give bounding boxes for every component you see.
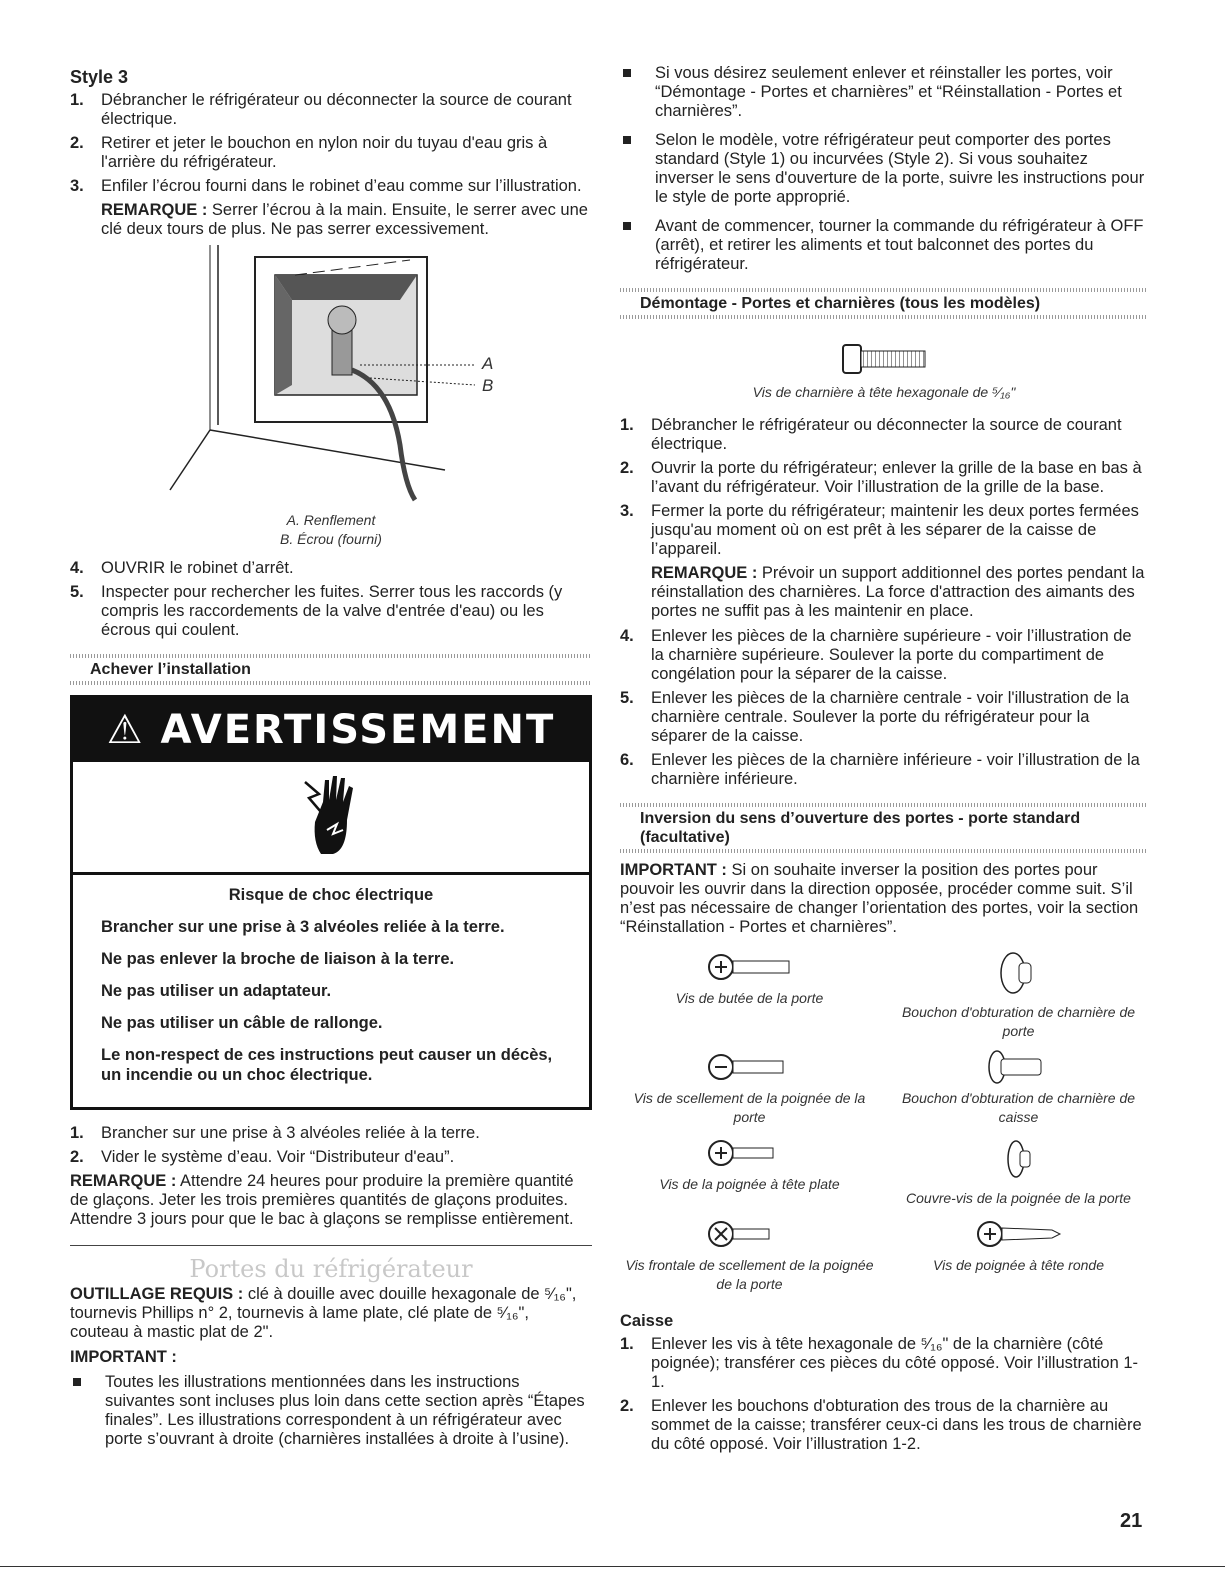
important-paragraph: IMPORTANT : Si on souhaite inverser la position des portes pour pouvoir les ouvrir dans la direction opposée, procéder comme suit. S’il n’est pas nécessaire de changer l’orientation des portes, voir la section “Réinstallation - Portes et charnières”. [620,861,1139,936]
shock-hazard-icon [73,762,589,875]
list-item: 2. Enlever les bouchons d'obturation des trous de la charnière au sommet de la caisse; transférer ceux-ci dans les trous de charnière du côté opposé. Voir l’illustration 1-2. [620,1397,1142,1453]
style3-steps [70,91,592,196]
part-item: Vis de butée de la porte [620,949,879,1041]
list-item: 1. Débrancher le réfrigérateur ou déconnecter la source de courant électrique. [620,416,1122,453]
part-item: Bouchon d'obturation de charnière de caisse [889,1049,1148,1127]
left-column [70,64,592,1459]
screw-flat-icon [705,1135,795,1171]
list-item: 2. Retirer et jeter le bouchon en nylon noir du tuyau d'eau gris à l'arrière du réfrigérateur. [70,134,548,171]
remarque-paragraph: REMARQUE : Attendre 24 heures pour produire la première quantité de glaçons. Jeter les trois premières quantités de glaçons produites. Attendre 3 jours pour que le bac à glaçons se remplisse entièrement. [70,1172,574,1228]
important-bullets [70,1373,592,1449]
warning-triangle-icon: ⚠ [106,707,145,753]
part-item: Bouchon d'obturation de charnière de porte [889,949,1148,1041]
list-item: 4. OUVRIR le robinet d’arrêt. [70,559,294,577]
outillage-paragraph: OUTILLAGE REQUIS : clé à douille avec douille hexagonale de ⁵⁄₁₆", tournevis Phillips n° 2, tournevis à lame plate, clé plate de ⁵⁄₁₆", couteau à mastic plat de 2". [70,1285,577,1341]
section-title-portes: Portes du réfrigérateur [70,1245,592,1279]
list-item: 3. Fermer la porte du réfrigérateur; maintenir les deux portes fermées jusqu'au moment où on est prêt à les séparer de la caisse de l’appareil. [620,502,1139,558]
list-item: 3. Enfiler l’écrou fourni dans le robinet d’eau comme sur l’illustration. [70,177,582,195]
screw-cover-icon [994,1135,1044,1185]
subhead-inversion: Inversion du sens d’ouverture des portes - porte standard (facultative) [620,803,1148,853]
label-b: B [482,376,494,395]
screw-phillips-icon [705,949,795,985]
figure-caption: A. Renflement B. Écrou (fourni) [280,512,382,547]
right-column [620,64,1148,1459]
label-a: A [482,354,494,373]
list-item: 4. Enlever les pièces de la charnière supérieure - voir l’illustration de la charnière supérieure. Soulever la porte du compartiment de congélation pour la séparer de la caisse. [620,627,1132,683]
part-item: Vis frontale de scellement de la poignée de la porte [620,1216,879,1294]
list-item: Si vous désirez seulement enlever et réinstaller les portes, voir “Démontage - Portes et charnières” et “Réinstallation - Portes et charnières”. [620,64,1148,121]
warning-box [70,695,592,1110]
remarque-support: REMARQUE : Prévoir un support additionnel des portes pendant la réinstallation des charnières. La force d'attraction des aimants des portes ne suffit pas à les maintenir en place. [651,564,1145,620]
page-number: 21 [1120,1510,1143,1532]
list-item: 5. Enlever les pièces de la charnière centrale - voir l'illustration de la charnière centrale. Soulever la porte du réfrigérateur pour la séparer de la caisse. [620,689,1130,745]
part-item: Couvre-vis de la poignée de la porte [889,1135,1148,1208]
list-item: 1. Débrancher le réfrigérateur ou déconnecter la source de courant électrique. [70,91,572,128]
plug-icon [989,949,1049,999]
steps-4-5 [70,559,592,640]
part-item: Vis de poignée à tête ronde [889,1216,1148,1294]
warning-header: ⚠ AVERTISSEMENT [73,698,589,762]
list-item: 2. Ouvrir la porte du réfrigérateur; enlever la grille de la base en bas à l’avant du réfrigérateur. Voir l’illustration de la grille de la base. [620,459,1142,496]
right-bullets [620,64,1148,274]
list-item: 1. Brancher sur une prise à 3 alvéoles reliée à la terre. [70,1124,480,1142]
water-valve-illustration [70,245,592,507]
list-item: Selon le modèle, votre réfrigérateur peut comporter des portes standard (Style 1) ou incurvées (Style 2). Si vous souhaitez inverser le sens d'ouverture de la porte, suivre les instructions pour le style de porte approprié. [620,131,1148,207]
part-item: Vis de la poignée à tête plate [620,1135,879,1208]
list-item: 6. Enlever les pièces de la charnière inférieure - voir l’illustration de la charnière inférieure. [620,751,1140,788]
list-item: 1. Enlever les vis à tête hexagonale de ⁵⁄₁₆" de la charnière (côté poignée); transférer ces pièces du côté opposé. Voir l’illustration 1-1. [620,1335,1139,1391]
important-label: IMPORTANT : [70,1348,177,1366]
subhead-demontage: Démontage - Portes et charnières (tous les modèles) [620,288,1148,319]
caisse-heading: Caisse [620,1312,674,1330]
hex-screw-figure: Vis de charnière à tête hexagonale de ⁵⁄₁₆" [620,339,1148,402]
list-item: Avant de commencer, tourner la commande du réfrigérateur à OFF (arrêt), et retirer les aliments et tout balconnet des portes du réfrigérateur. [620,217,1148,274]
part-item: Vis de scellement de la poignée de la porte [620,1049,879,1127]
screw-round-icon [974,1216,1064,1252]
hex-screw-icon [839,339,929,379]
screw-front-icon [705,1216,795,1252]
final-steps [70,1124,592,1167]
list-item: Toutes les illustrations mentionnées dans les instructions suivantes sont incluses plus loin dans cette section après “Étapes finales”. Les illustrations correspondent à un réfrigérateur avec porte s’ouvrant à droite (charnières installées à droite à l’usine). [70,1373,592,1449]
warning-body: Risque de choc électrique Brancher sur une prise à 3 alvéoles reliée à la terre. Ne pas enlever la broche de liaison à la terre. Ne pas utiliser un adaptateur. Ne pas utiliser un câble de rallonge. Le non-respect de ces instructions peut causer un décès, un incendie ou un choc électrique. [101,886,553,1084]
plug-long-icon [979,1049,1059,1085]
note-paragraph: REMARQUE : Serrer l’écrou à la main. Ensuite, le serrer avec une clé deux tours de plus. Ne pas serrer excessivement. [101,201,588,238]
style-3-heading: Style 3 [70,67,129,87]
list-item: 2. Vider le système d’eau. Voir “Distributeur d'eau”. [70,1148,455,1166]
caisse-steps [620,1335,1148,1454]
demontage-steps [620,416,1148,559]
bottom-rule [0,1566,1225,1567]
parts-grid [620,949,1148,1302]
water-valve-figure [70,245,592,507]
list-item: 5. Inspecter pour rechercher les fuites. Serrer tous les raccords (y compris les raccordements de la valve d'entrée d'eau) ou les écrous qui coulent. [70,583,563,639]
screw-slotted-icon [705,1049,795,1085]
demontage-steps-2 [620,627,1148,789]
subhead-achever: Achever l’installation [70,654,592,685]
